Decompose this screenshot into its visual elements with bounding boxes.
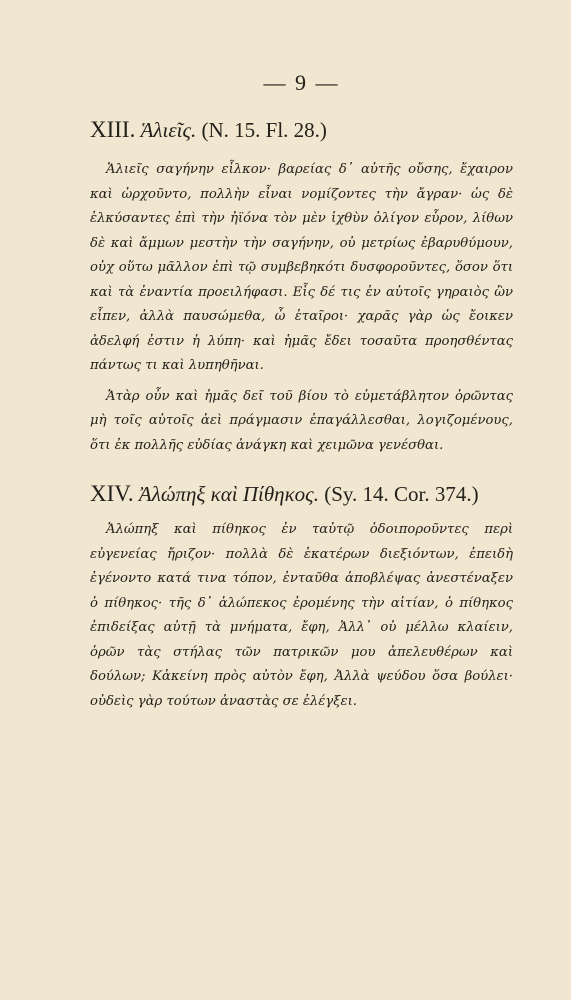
fable-title: Ἀλώπηξ καὶ Πίθηκος. [138, 482, 319, 506]
fable-section-xiii [90, 116, 513, 458]
fable-title: Ἁλιεῖς. [140, 118, 197, 142]
fable-section-xiv [90, 480, 513, 714]
fable-paragraph: Ἁλιεῖς σαγήνην εἷλκον· βαρείας δ᾽ αὐτῆς οὔσης, ἔχαιρον καὶ ὠρχοῦντο, πολλὴν εἶναι νομίζοντες τὴν ἄγραν· ὡς δὲ ἑλκύσαντες ἐπὶ τὴν ἠϊόνα τὸν μὲν ἰχθὺν ὀλίγον εὗρον, λίθων δὲ καὶ ἄμμων μεστὴν τὴν σαγήνην, οὐ μετρίως ἐβαρυθύμουν, οὐχ οὕτω μᾶλλον ἐπὶ τῷ συμβεβηκότι δυσφοροῦντες, ὅσον ὅτι καὶ τὰ ἐναντία προειλήφασι. Εἷς δέ τις ἐν αὐτοῖς γηραιὸς ὢν εἶπεν, ἀλλὰ παυσώμεθα, ὦ ἑταῖροι· χαρᾶς γὰρ ὡς ἔοικεν ἀδελφή ἐστιν ἡ λύπη· καὶ ἡμᾶς ἔδει τοσαῦτα προησθέντας πάντως τι καὶ λυπηθῆναι. [90, 162, 513, 373]
fable-number: XIII. [90, 117, 136, 142]
fable-heading [90, 480, 513, 508]
fable-paragraph: Ἀλώπηξ καὶ πίθηκος ἐν ταὐτῷ ὁδοιποροῦντες περὶ εὐγενείας ἤριζον· πολλὰ δὲ ἑκατέρων διεξιόντων, ἐπειδὴ ἐγένοντο κατά τινα τόπον, ἐνταῦθα ἀποβλέψας ἀνεστέναξεν ὁ πίθηκος· τῆς δ᾽ ἀλώπεκος ἐρομένης τὴν αἰτίαν, ὁ πίθηκος ἐπιδείξας αὐτῇ τὰ μνήματα, ἔφη, Ἀλλ᾽ οὐ μέλλω κλαίειν, ὁρῶν τὰς στήλας τῶν πατρικῶν μου ἀπελευθέρων καὶ δούλων; Κἀκείνη πρὸς αὐτὸν ἔφη, Ἀλλὰ ψεύδου ὅσα βούλει· οὐδεὶς γὰρ τούτων ἀναστὰς σε ἐλέγξει. [90, 522, 513, 709]
fable-reference: (N. 15. Fl. 28.) [201, 118, 327, 142]
page-number: — 9 — [263, 70, 340, 95]
fable-number: XIV. [90, 481, 134, 506]
fable-moral-paragraph: Ἀτὰρ οὖν καὶ ἡμᾶς δεῖ τοῦ βίου τὸ εὐμετάβλητον ὁρῶντας μὴ τοῖς αὐτοῖς ἀεὶ πράγμασιν ἐπαγάλλεσθαι, λογιζομένους, ὅτι ἐκ πολλῆς εὐδίας ἀνάγκη καὶ χειμῶνα γενέσθαι. [90, 388, 513, 453]
fable-heading [90, 116, 513, 144]
fable-reference: (Sy. 14. Cor. 374.) [324, 482, 479, 506]
